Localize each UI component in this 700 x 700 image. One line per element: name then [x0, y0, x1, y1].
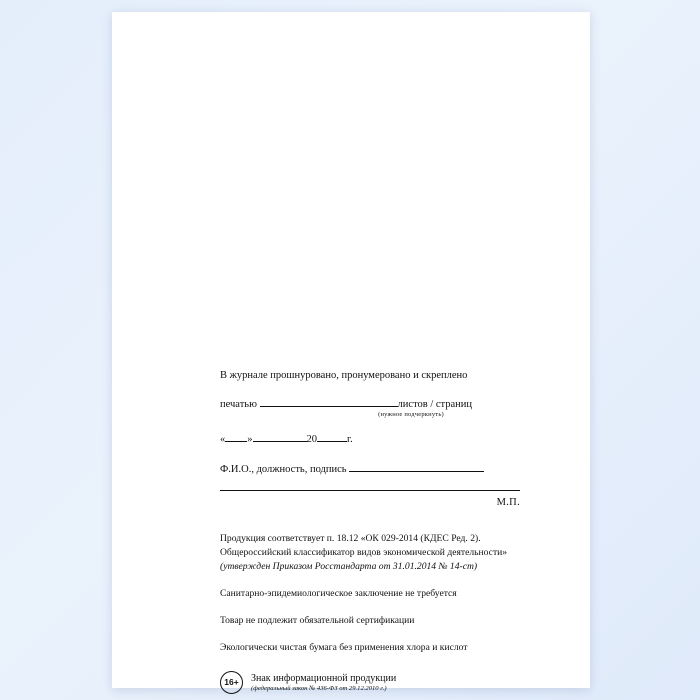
underline-hint: (нужное подчеркнуть): [378, 411, 444, 419]
cert-line-2: Общероссийский классификатор видов экономической деятельности»: [220, 547, 508, 559]
month-field[interactable]: [253, 431, 307, 442]
day-field[interactable]: [225, 431, 247, 442]
document-content: [220, 369, 550, 694]
age-mark-title: Знак информационной продукции: [251, 672, 397, 684]
cert-line-6: Экологически чистая бумага без применения хлора и кислот: [220, 641, 468, 653]
seal-fill-field[interactable]: [260, 396, 398, 407]
age-mark-subtitle: (федеральный закон № 436-ФЗ от 29.12.2010 г.): [251, 684, 387, 692]
certification-block: [220, 532, 550, 654]
age-mark-row: [220, 671, 550, 694]
age-rating-icon: 16+: [220, 671, 243, 694]
sheets-pages-label: листов / страниц: [397, 399, 473, 411]
cert-line-5: Товар не подлежит обязательной сертификации: [220, 615, 415, 627]
binding-statement: В журнале прошнуровано, пронумеровано и скреплено: [220, 370, 468, 381]
seal-line: [220, 396, 550, 420]
signature-line: [220, 461, 550, 477]
cert-line-3: (утвержден Приказом Росстандарта от 31.01.2014 № 14-ст): [220, 561, 478, 573]
date-quote-open: «: [220, 434, 226, 446]
seal-label: печатью: [220, 399, 257, 411]
date-line: [220, 431, 550, 447]
year-field[interactable]: [317, 431, 347, 442]
cert-line-1: Продукция соответствует п. 18.12 «ОК 029-2014 (КДЕС Ред. 2).: [220, 533, 481, 545]
cert-line-4: Санитарно-эпидемиологическое заключение не требуется: [220, 588, 457, 600]
year-suffix: г.: [347, 434, 353, 446]
signature-label: Ф.И.О., должность, подпись: [220, 464, 347, 476]
document-page: [112, 12, 590, 692]
year-prefix: 20: [306, 434, 317, 446]
signature-rule[interactable]: [220, 489, 520, 491]
signature-field[interactable]: [349, 461, 484, 472]
stamp-label: М.П.: [496, 497, 520, 509]
date-quote-close: »: [247, 434, 253, 446]
age-mark-text: [251, 673, 396, 692]
